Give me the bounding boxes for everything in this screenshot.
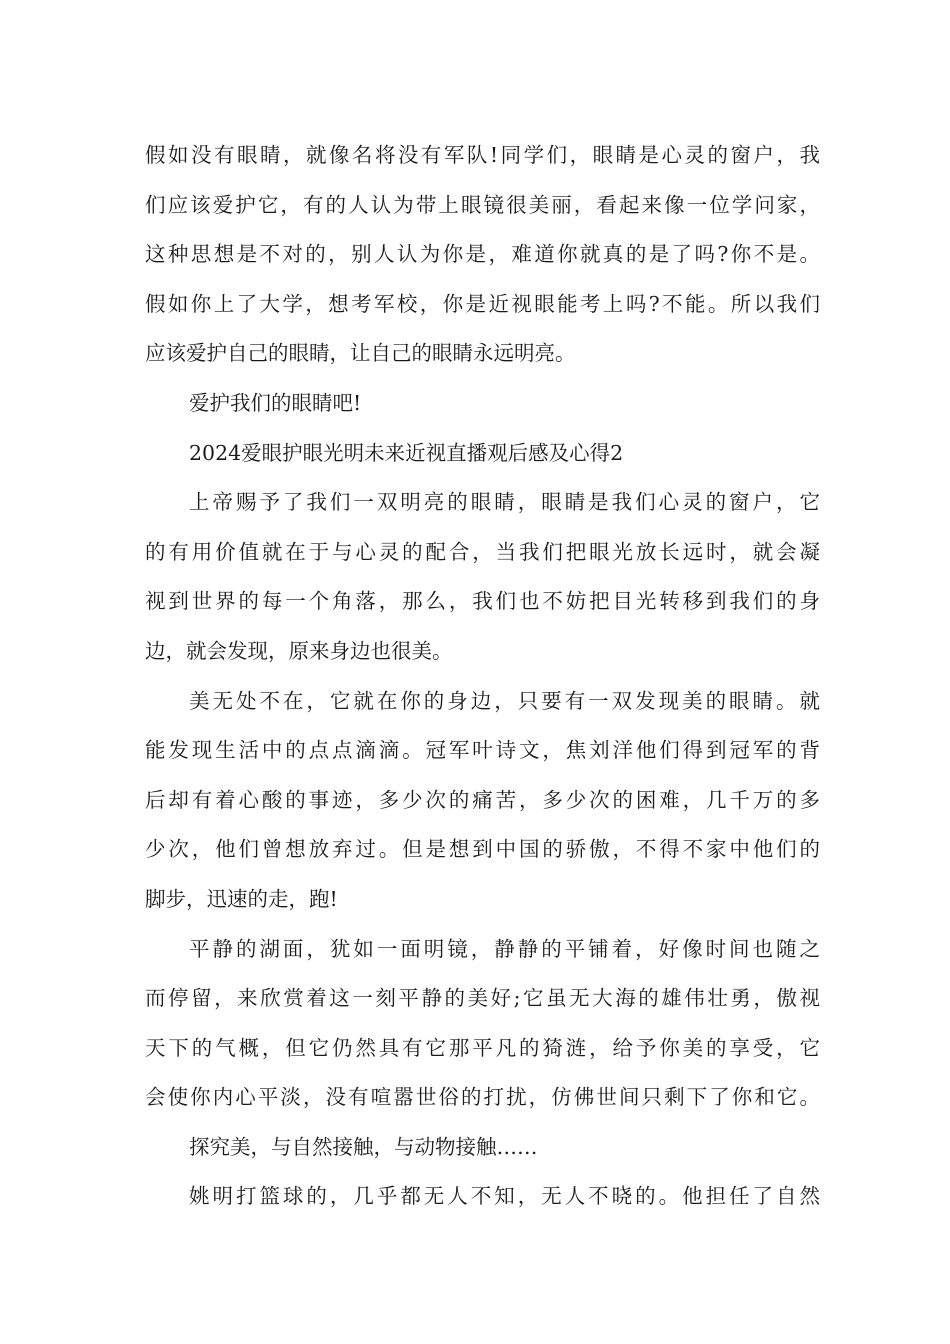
document-page [145,131,820,1222]
text-line: 少次，他们曾想放弃过。但是想到中国的骄傲，不得不家中他们的 [145,837,820,862]
text-line: 美无处不在，它就在你的身边，只要有一双发现美的眼睛。就 [189,688,820,713]
text-line: 边，就会发现，原来身边也很美。 [145,638,453,663]
text-line: 后却有着心酸的事迹，多少次的痛苦，多少次的困难，几千万的多 [145,787,820,812]
text-line: 假如你上了大学，想考军校，你是近视眼能考上吗?不能。所以我们 [145,291,820,316]
text-line: 假如没有眼睛，就像名将没有军队!同学们，眼睛是心灵的窗户，我 [145,143,820,167]
text-line: 脚步，迅速的走，跑! [145,886,338,911]
text-line: 这种思想是不对的，别人认为你是，难道你就真的是了吗?你不是。 [145,242,820,267]
text-line: 而停留，来欣赏着这一刻平静的美好;它虽无大海的雄伟壮勇，傲视 [145,986,820,1011]
text-line: 能发现生活中的点点滴滴。冠军叶诗文，焦刘洋他们得到冠军的背 [145,738,820,763]
text-line: 2024爱眼护眼光明未来近视直播观后感及心得2 [189,440,624,465]
text-line: 姚明打篮球的，几乎都无人不知，无人不晓的。他担任了自然 [189,1184,820,1209]
text-line: 天下的气概，但它仍然具有它那平凡的猗涟，给予你美的享受，它 [145,1035,820,1060]
text-line: 的有用价值就在于与心灵的配合，当我们把眼光放长远时，就会凝 [145,539,820,564]
text-line: 应该爱护自己的眼睛，让自己的眼睛永远明亮。 [145,341,576,366]
text-line: 视到世界的每一个角落，那么，我们也不妨把目光转移到我们的身 [145,589,820,614]
text-line: 上帝赐予了我们一双明亮的眼睛，眼睛是我们心灵的窗户，它 [189,490,820,515]
text-line: 平静的湖面，犹如一面明镜，静静的平铺着，好像时间也随之 [189,936,820,961]
text-line: 爱护我们的眼睛吧! [189,390,362,415]
text-line: 会使你内心平淡，没有喧嚣世俗的打扰，仿佛世间只剩下了你和它。 [145,1085,820,1110]
text-line: 们应该爱护它，有的人认为带上眼镜很美丽，看起来像一位学问家， [145,192,820,217]
document-body [145,131,820,1222]
text-line: 探究美，与自然接触，与动物接触…… [189,1134,538,1159]
